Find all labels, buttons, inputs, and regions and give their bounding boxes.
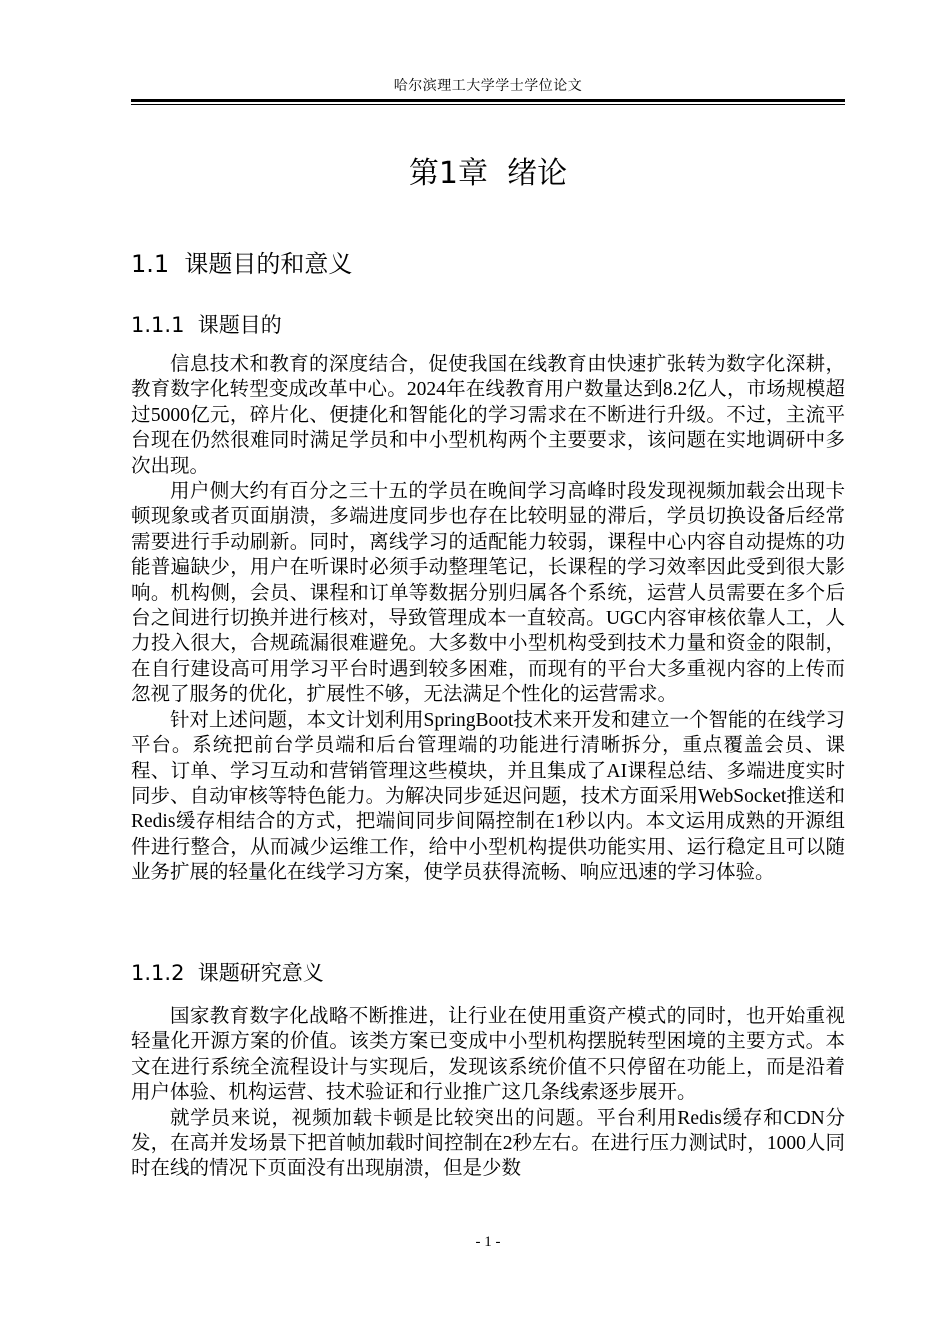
- header-rule-thick: [131, 99, 845, 102]
- subsection-body-1-1-1: [131, 352, 845, 886]
- paragraph: 就学员来说，视频加载卡顿是比较突出的问题。平台利用Redis缓存和CDN分发，在高并发场景下把首帧加载时间控制在2秒左右。在进行压力测试时，1000人同时在线的情况下页面没有出现崩溃，但是少数: [131, 1107, 845, 1180]
- running-header: 哈尔滨理工大学学士学位论文: [393, 79, 583, 94]
- subsection-heading-1-1-1: 1.1.1 课题目的: [131, 313, 282, 337]
- section-heading-1-1: 1.1 课题目的和意义: [131, 250, 353, 278]
- subsection-heading-1-1-2: 1.1.2 课题研究意义: [131, 961, 324, 985]
- page-number: - 1 -: [475, 1234, 501, 1250]
- paragraph: 针对上述问题，本文计划利用SpringBoot技术来开发和建立一个智能的在线学习平台。系统把前台学员端和后台管理端的功能进行清晰拆分，重点覆盖会员、课程、订单、学习互动和营销管理这些模块，并且集成了AI课程总结、多端进度实时同步、自动审核等特色能力。为解决同步延迟问题，技术方面采用WebSocket推送和Redis缓存相结合的方式，把端间同步间隔控制在1秒以内。本文运用成熟的开源组件进行整合，从而减少运维工作，给中小型机构提供功能实用、运行稳定且可以随业务扩展的轻量化在线学习方案，使学员获得流畅、响应迅速的学习体验。: [131, 709, 845, 884]
- chapter-title: 第1章 绪论: [408, 156, 568, 191]
- paragraph: 用户侧大约有百分之三十五的学员在晚间学习高峰时段发现视频加载会出现卡顿现象或者页面崩溃，多端进度同步也存在比较明显的滞后，学员切换设备后经常需要进行手动刷新。同时，离线学习的适配能力较弱，课程中心内容自动提炼的功能普遍缺少，用户在听课时必须手动整理笔记，长课程的学习效率因此受到很大影响。机构侧，会员、课程和订单等数据分别归属各个系统，运营人员需要在多个后台之间进行切换并进行核对，导致管理成本一直较高。UGC内容审核依靠人工，人力投入很大，合规疏漏很难避免。大多数中小型机构受到技术力量和资金的限制，在自行建设高可用学习平台时遇到较多困难，而现有的平台大多重视内容的上传而忽视了服务的优化，扩展性不够，无法满足个性化的运营需求。: [131, 481, 845, 706]
- paragraph: 信息技术和教育的深度结合，促使我国在线教育由快速扩张转为数字化深耕，教育数字化转型变成改革中心。2024年在线教育用户数量达到8.2亿人，市场规模超过5000亿元，碎片化、便捷化和智能化的学习需求在不断进行升级。不过，主流平台现在仍然很难同时满足学员和中小型机构两个主要要求，该问题在实地调研中多次出现。: [131, 354, 845, 477]
- paragraph: 国家教育数字化战略不断推进，让行业在使用重资产模式的同时，也开始重视轻量化开源方案的价值。该类方案已变成中小型机构摆脱转型困境的主要方式。本文在进行系统全流程设计与实现后，发现该系统价值不只停留在功能上，而是沿着用户体验、机构运营、技术验证和行业推广这几条线索逐步展开。: [131, 1006, 845, 1104]
- subsection-body-1-1-2: [131, 1004, 845, 1182]
- header-rule-thin: [131, 104, 845, 105]
